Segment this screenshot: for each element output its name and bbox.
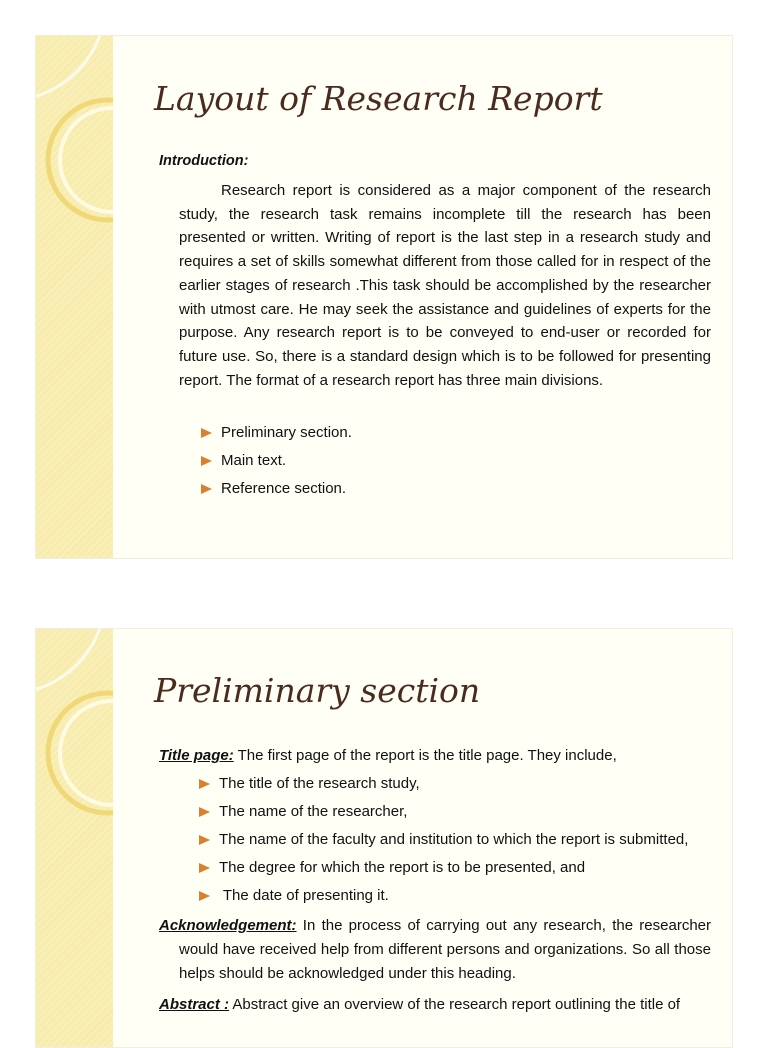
- list-item: The degree for which the report is to be presented, and: [199, 854, 688, 882]
- arrow-bullet-icon: [199, 863, 210, 873]
- list-item: The date of presenting it.: [199, 882, 688, 910]
- title-page-line: [159, 747, 617, 764]
- slide-title: Layout of Research Report: [154, 79, 603, 118]
- title-page-text: The first page of the report is the title page. They include,: [233, 747, 617, 764]
- list-item: The name of the faculty and institution to which the report is submitted,: [199, 826, 688, 854]
- divisions-list: [201, 419, 352, 503]
- decorative-side-band: [36, 36, 113, 558]
- slide-title: Preliminary section: [154, 671, 481, 710]
- title-page-list: [199, 770, 688, 910]
- circle-ornament-icon: [36, 36, 113, 558]
- list-item: Reference section.: [201, 475, 352, 503]
- slide-preliminary-section: [35, 628, 733, 1048]
- arrow-bullet-icon: [201, 484, 212, 494]
- arrow-bullet-icon: [201, 428, 212, 438]
- list-item: Main text.: [201, 447, 352, 475]
- abstract-term: Abstract :: [159, 996, 230, 1013]
- introduction-paragraph: Research report is considered as a major component of the research study, the research task remains incomplete till the research has been presented or written. Writing of report is the last step in a research study and requires a set of skills somewhat different from those called for in respect of the earlier stages of research .This task should be accomplished by the researcher with utmost care. He may seek the assistance and guidelines of experts for the purpose. Any research report is to be conveyed to end-user or recorded for future use. So, there is a standard design which is to be followed for presenting report. The format of a research report has three main divisions.: [179, 182, 711, 389]
- decorative-side-band: [36, 629, 113, 1047]
- introduction-heading: Introduction:: [159, 153, 249, 169]
- acknowledgement-text: In the process of carrying out any research, the researcher would have received help from different persons and organizations. So all those helps should be acknowledged under this heading.: [179, 917, 711, 982]
- acknowledgement-term: Acknowledgement:: [159, 917, 297, 934]
- arrow-bullet-icon: [199, 891, 210, 901]
- abstract-block: [159, 993, 711, 1017]
- list-item: Preliminary section.: [201, 419, 352, 447]
- slide-layout-of-research-report: [35, 35, 733, 559]
- arrow-bullet-icon: [199, 807, 210, 817]
- arrow-bullet-icon: [199, 835, 210, 845]
- title-page-term: Title page:: [159, 747, 234, 764]
- arrow-bullet-icon: [199, 779, 210, 789]
- list-item: The name of the researcher,: [199, 798, 688, 826]
- arrow-bullet-icon: [201, 456, 212, 466]
- acknowledgement-block: [159, 914, 711, 986]
- list-item: The title of the research study,: [199, 770, 688, 798]
- abstract-text: Abstract give an overview of the research report outlining the title of: [229, 996, 681, 1013]
- circle-ornament-icon: [36, 629, 113, 1047]
